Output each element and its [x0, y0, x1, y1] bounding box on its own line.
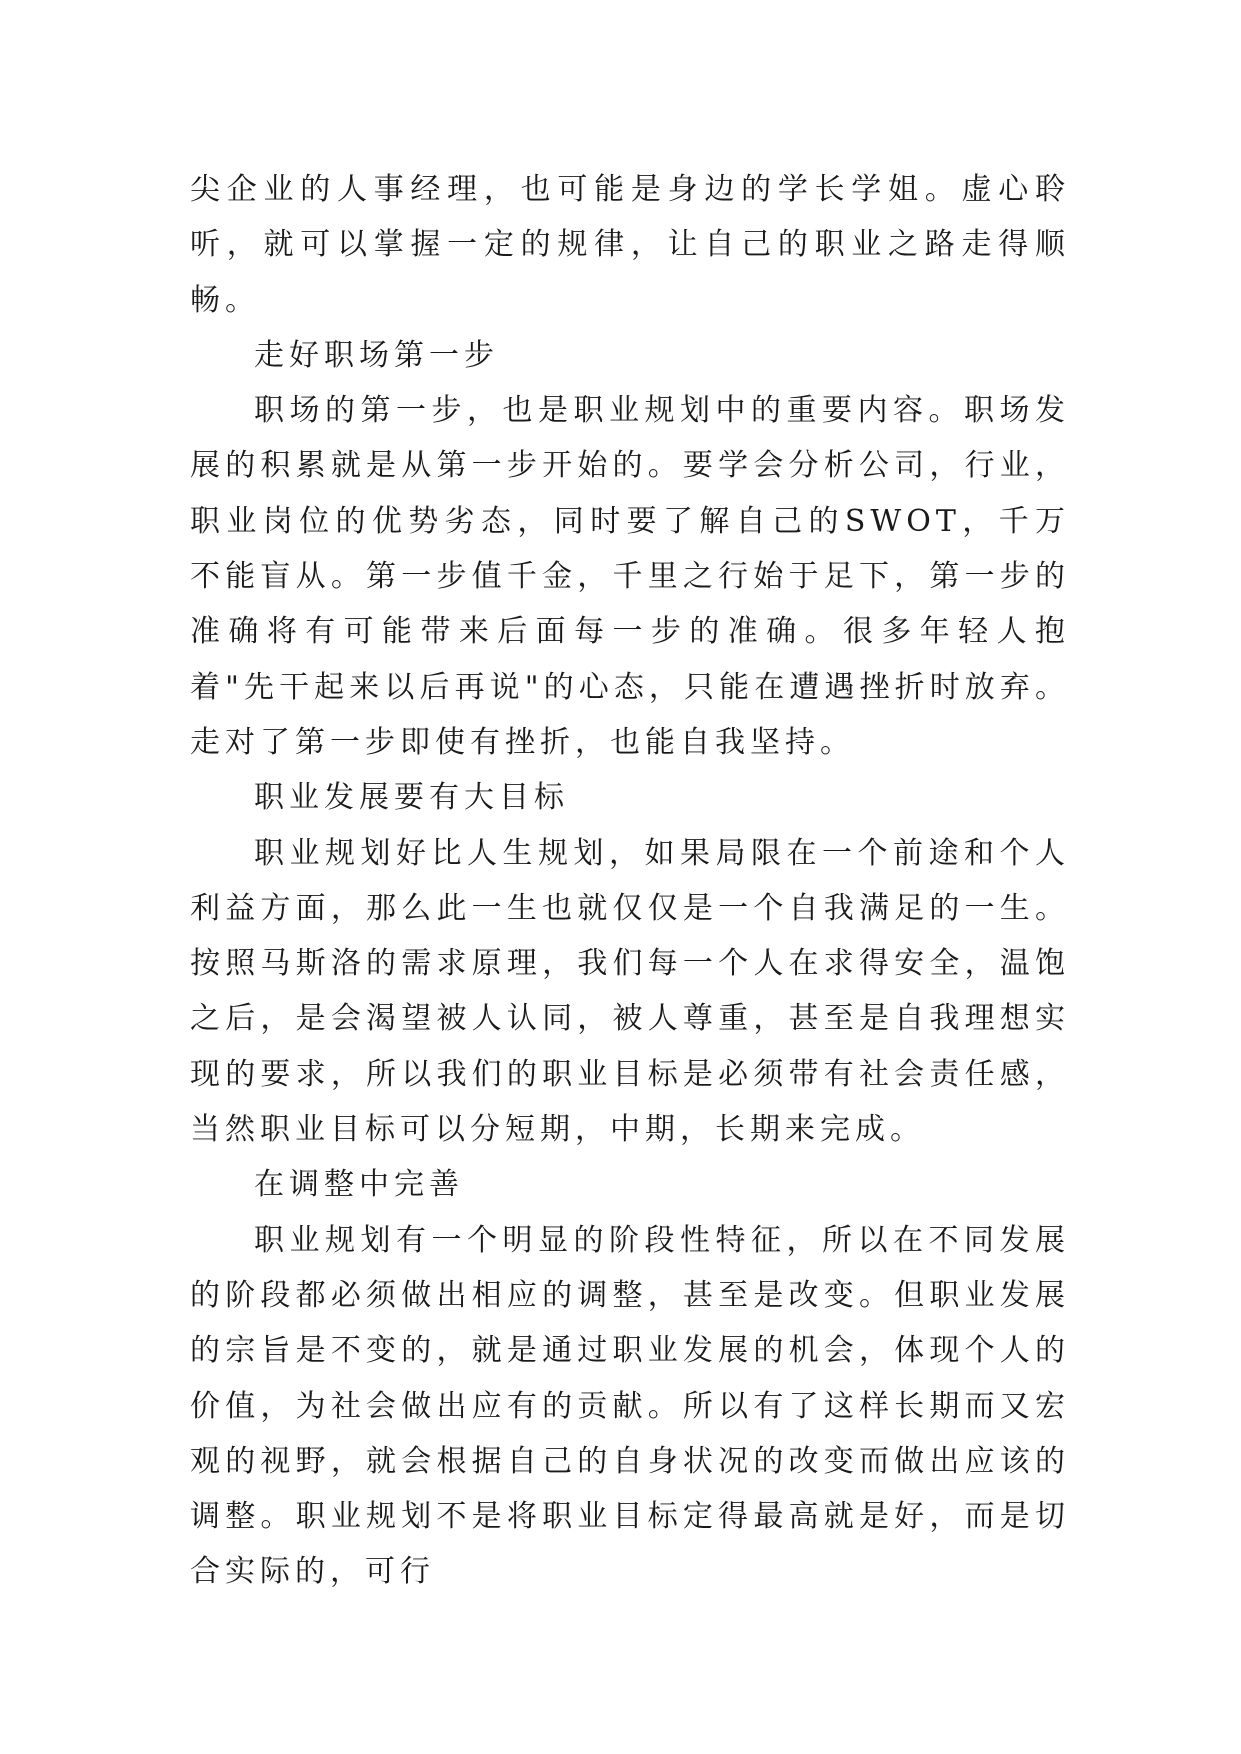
paragraph-first-step: 职场的第一步，也是职业规划中的重要内容。职场发展的积累就是从第一步开始的。要学会分析公司，行业，职业岗位的优势劣态，同时要了解自己的SWOT，千万不能盲从。第一步值千金，千里之行始于足下，第一步的准确将有可能带来后面每一步的准确。很多年轻人抱着"先干起来以后再说"的心态，只能在遭遇挫折时放弃。走对了第一步即使有挫折，也能自我坚持。	[190, 393, 1070, 760]
section-heading-first-step: 走好职场第一步	[254, 337, 499, 373]
section-heading-adjust: 在调整中完善	[254, 1167, 464, 1203]
section-heading-big-goal: 职业发展要有大目标	[254, 780, 569, 816]
paragraph-big-goal: 职业规划好比人生规划，如果局限在一个前途和个人利益方面，那么此一生也就仅仅是一个自我满足的一生。按照马斯洛的需求原理，我们每一个人在求得安全，温饱之后，是会渴望被人认同，被人尊重，甚至是自我理想实现的要求，所以我们的职业目标是必须带有社会责任感，当然职业目标可以分短期，中期，长期来完成。	[190, 835, 1070, 1148]
paragraph-adjust: 职业规划有一个明显的阶段性特征，所以在不同发展的阶段都必须做出相应的调整，甚至是改变。但职业发展的宗旨是不变的，就是通过职业发展的机会，体现个人的价值，为社会做出应有的贡献。所以有了这样长期而又宏观的视野，就会根据自己的自身状况的改变而做出应该的调整。职业规划不是将职业目标定得最高就是好，而是切合实际的，可行	[190, 1222, 1070, 1590]
document-body	[190, 162, 1070, 1600]
paragraph-continued: 尖企业的人事经理，也可能是身边的学长学姐。虚心聆听，就可以掌握一定的规律，让自己的职业之路走得顺畅。	[190, 172, 1070, 318]
